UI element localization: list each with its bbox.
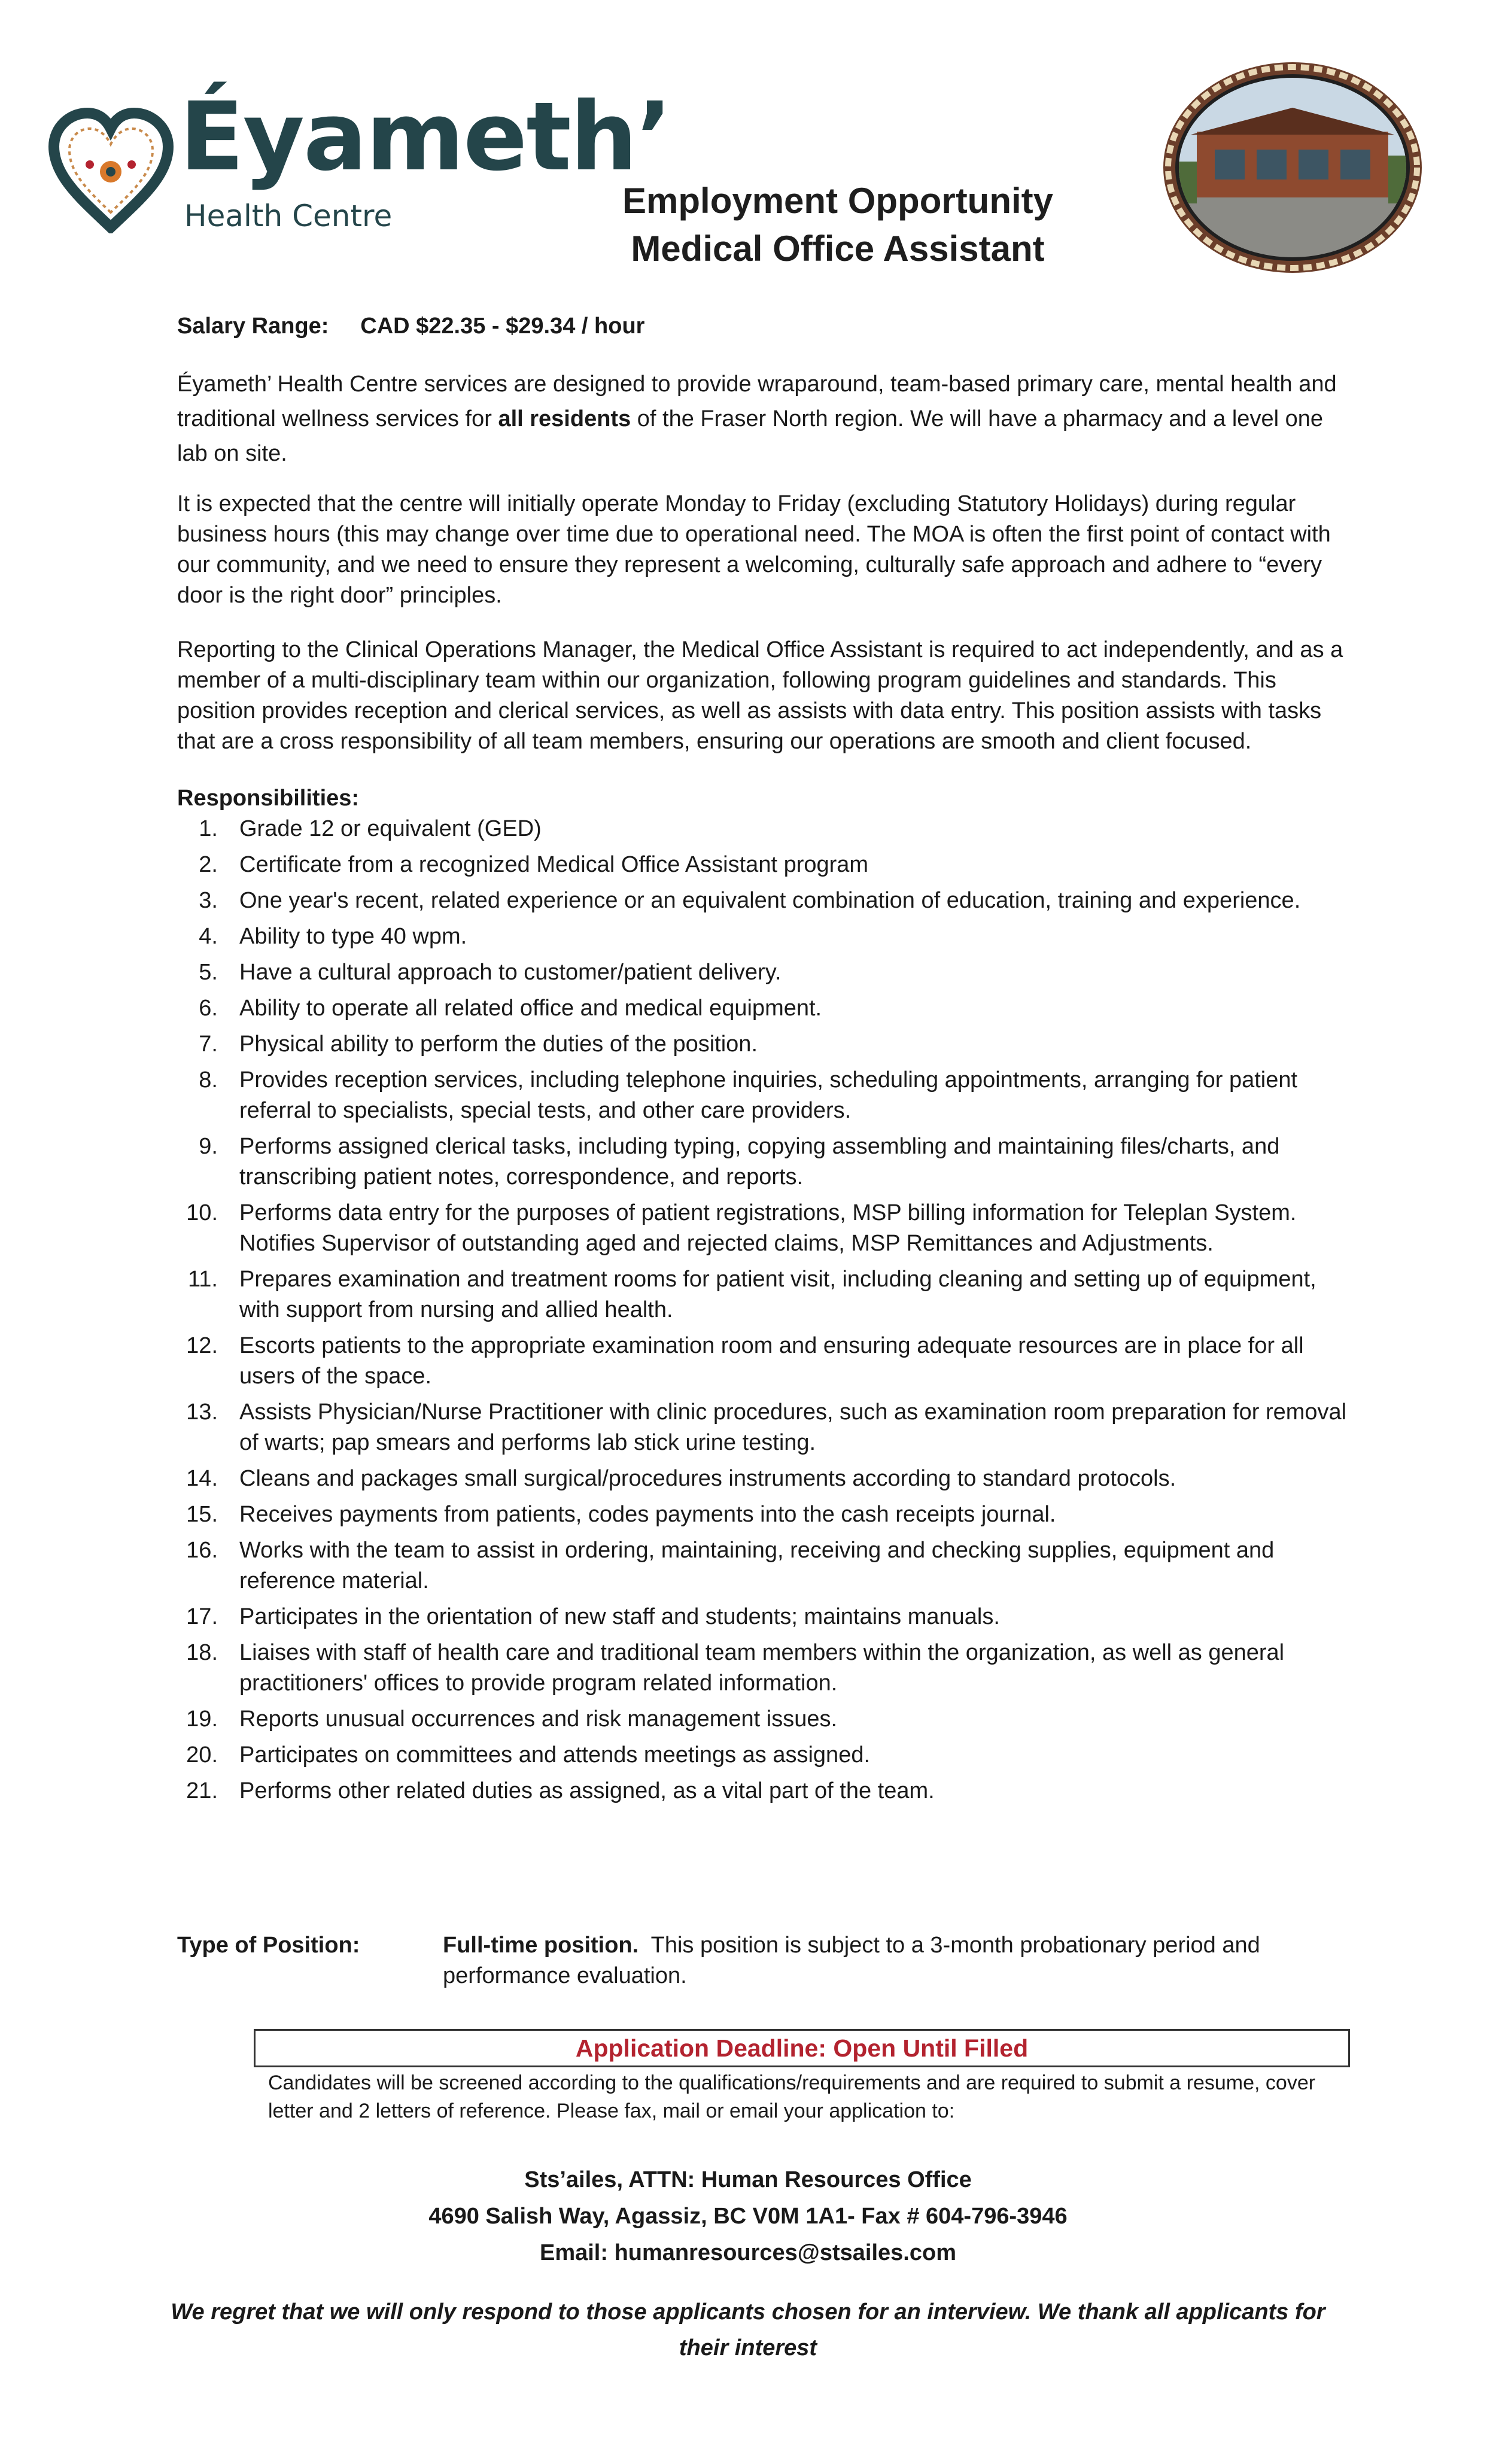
responsibility-text: Provides reception services, including telephone inquiries, scheduling appointments, arranging for patient referral to specialists, special tests, and other care providers.	[239, 1067, 1298, 1123]
logo-wordmark: Éyameth’	[180, 82, 671, 192]
responsibilities-heading: Responsibilities:	[177, 786, 360, 811]
responsibility-number: 6.	[199, 996, 218, 1021]
responsibility-item	[177, 1535, 1350, 1596]
responsibility-text: Grade 12 or equivalent (GED)	[239, 816, 542, 841]
responsibility-number: 21.	[186, 1778, 218, 1803]
responsibility-number: 16.	[186, 1538, 218, 1563]
responsibility-text: Have a cultural approach to customer/patient delivery.	[239, 960, 782, 985]
responsibility-text: Participates on committees and attends meetings as assigned.	[239, 1742, 871, 1768]
responsibility-text: Reports unusual occurrences and risk management issues.	[239, 1706, 838, 1732]
page-title-line2: Medical Office Assistant	[631, 229, 1045, 269]
responsibility-number: 9.	[199, 1134, 218, 1159]
responsibility-item	[177, 1397, 1350, 1458]
logo-subtitle: Health Centre	[184, 199, 393, 233]
responsibility-number: 18.	[186, 1640, 218, 1665]
salary-label: Salary Range:	[177, 314, 329, 339]
responsibility-text: Liaises with staff of health care and traditional team members within the organization, as well as general practitioners' offices to provide program related information.	[239, 1640, 1285, 1696]
responsibility-number: 13.	[186, 1400, 218, 1425]
responsibility-item	[177, 850, 1350, 880]
responsibility-item	[177, 1131, 1350, 1193]
responsibility-item	[177, 1264, 1350, 1325]
responsibility-number: 1.	[199, 816, 218, 841]
responsibility-item	[177, 921, 1350, 952]
responsibility-item	[177, 1331, 1350, 1392]
responsibility-number: 10.	[186, 1200, 218, 1225]
responsibility-text: Escorts patients to the appropriate examination room and ensuring adequate resources are in place for all users of the space.	[239, 1333, 1304, 1389]
responsibility-item	[177, 886, 1350, 916]
intro-emphasis: all residents	[498, 406, 631, 431]
responsibility-item	[177, 1602, 1350, 1632]
intro-paragraph-3: Reporting to the Clinical Operations Manager, the Medical Office Assistant is required to act independently, and as a member of a multi-disciplinary team within our organization, following program guidelines and standards. This position provides reception and clerical services, as well as assists with data entry. This position assists with tasks that are a cross responsibility of all team members, ensuring our operations are smooth and client focused.	[177, 637, 1343, 754]
responsibility-number: 14.	[186, 1466, 218, 1491]
contact-email[interactable]: Email: humanresources@stsailes.com	[539, 2240, 956, 2265]
regret-notice: We regret that we will only respond to those applicants chosen for an interview. We thank all applicants for their interest	[171, 2299, 1325, 2360]
responsibility-text: Assists Physician/Nurse Practitioner with clinic procedures, such as examination room preparation for removal of warts; pap smears and performs lab stick urine testing.	[239, 1400, 1347, 1455]
responsibility-number: 2.	[199, 852, 218, 877]
responsibility-text: Physical ability to perform the duties of the position.	[239, 1032, 758, 1057]
responsibility-item	[177, 1740, 1350, 1771]
responsibility-text: Ability to operate all related office and medical equipment.	[239, 996, 822, 1021]
responsibility-text: Cleans and packages small surgical/procedures instruments according to standard protocols.	[239, 1466, 1176, 1491]
responsibility-text: Participates in the orientation of new staff and students; maintains manuals.	[239, 1604, 1000, 1629]
responsibility-item	[177, 1198, 1350, 1259]
responsibility-number: 11.	[187, 1267, 218, 1292]
responsibility-number: 15.	[186, 1502, 218, 1527]
responsibility-number: 8.	[199, 1067, 218, 1093]
contact-address: 4690 Salish Way, Agassiz, BC V0M 1A1- Fax # 604-796-3946	[428, 2204, 1068, 2229]
responsibility-number: 3.	[199, 888, 218, 913]
main-content	[177, 311, 1350, 1812]
responsibility-item	[177, 1638, 1350, 1699]
responsibility-text: Performs assigned clerical tasks, including typing, copying assembling and maintaining files/charts, and transcribing patient notes, correspondence, and reports.	[239, 1134, 1280, 1190]
responsibility-number: 5.	[199, 960, 218, 985]
page-title-line1: Employment Opportunity	[622, 181, 1053, 221]
position-value: Full-time position. This position is subject to a 3-month probationary period and performance evaluation.	[443, 1933, 1267, 1988]
responsibility-item	[177, 1464, 1350, 1494]
position-label: Type of Position:	[177, 1933, 360, 1958]
intro-paragraph-1: Éyameth’ Health Centre services are designed to provide wraparound, team-based primary care, mental health and traditional wellness services for all residents of the Fraser North region. We will have a pharmacy and a level one lab on site.	[177, 372, 1337, 466]
responsibility-text: Performs other related duties as assigned, as a vital part of the team.	[239, 1778, 935, 1803]
responsibility-number: 7.	[199, 1032, 218, 1057]
intro-paragraph-2: It is expected that the centre will initially operate Monday to Friday (excluding Statutory Holidays) during regular business hours (this may change over time due to operational need. The MOA is often the first point of contact with our community, and we need to ensure they represent a welcoming, culturally safe approach and adhere to “every door is the right door” principles.	[177, 491, 1331, 608]
responsibility-text: Works with the team to assist in ordering, maintaining, receiving and checking supplies, equipment and reference material.	[239, 1538, 1275, 1593]
responsibility-text: Prepares examination and treatment rooms for patient visit, including cleaning and setting up of equipment, with support from nursing and allied health.	[239, 1267, 1316, 1322]
responsibility-number: 12.	[186, 1333, 218, 1358]
responsibility-item	[177, 993, 1350, 1024]
responsibility-item	[177, 1776, 1350, 1806]
responsibility-number: 19.	[186, 1706, 218, 1732]
salary-value: CAD $22.35 - $29.34 / hour	[360, 314, 645, 339]
responsibility-item	[177, 1704, 1350, 1735]
responsibility-text: Receives payments from patients, codes payments into the cash receipts journal.	[239, 1502, 1056, 1527]
responsibility-text: Performs data entry for the purposes of patient registrations, MSP billing information for Teleplan System. Notifies Supervisor of outstanding aged and rejected claims, MSP Remittances and Adjustments.	[239, 1200, 1297, 1256]
responsibility-number: 20.	[186, 1742, 218, 1768]
responsibility-text: Ability to type 40 wpm.	[239, 924, 467, 949]
heart-logo-icon	[47, 105, 175, 233]
responsibility-number: 4.	[199, 924, 218, 949]
responsibility-text: One year's recent, related experience or an equivalent combination of education, training and experience.	[239, 888, 1301, 913]
application-deadline: Application Deadline: Open Until Filled	[254, 2029, 1350, 2067]
contact-office: Sts’ailes, ATTN: Human Resources Office	[524, 2167, 972, 2192]
building-photo	[1161, 60, 1424, 275]
responsibility-item	[177, 957, 1350, 988]
responsibility-item	[177, 814, 1350, 844]
responsibility-item	[177, 1065, 1350, 1126]
responsibility-number: 17.	[186, 1604, 218, 1629]
responsibility-text: Certificate from a recognized Medical Office Assistant program	[239, 852, 869, 877]
application-instructions: Candidates will be screened according to the qualifications/requirements and are required to submit a resume, cover letter and 2 letters of reference. Please fax, mail or email your application to:	[268, 2071, 1316, 2122]
responsibilities-list	[177, 814, 1350, 1806]
responsibility-item	[177, 1499, 1350, 1530]
responsibility-item	[177, 1029, 1350, 1060]
